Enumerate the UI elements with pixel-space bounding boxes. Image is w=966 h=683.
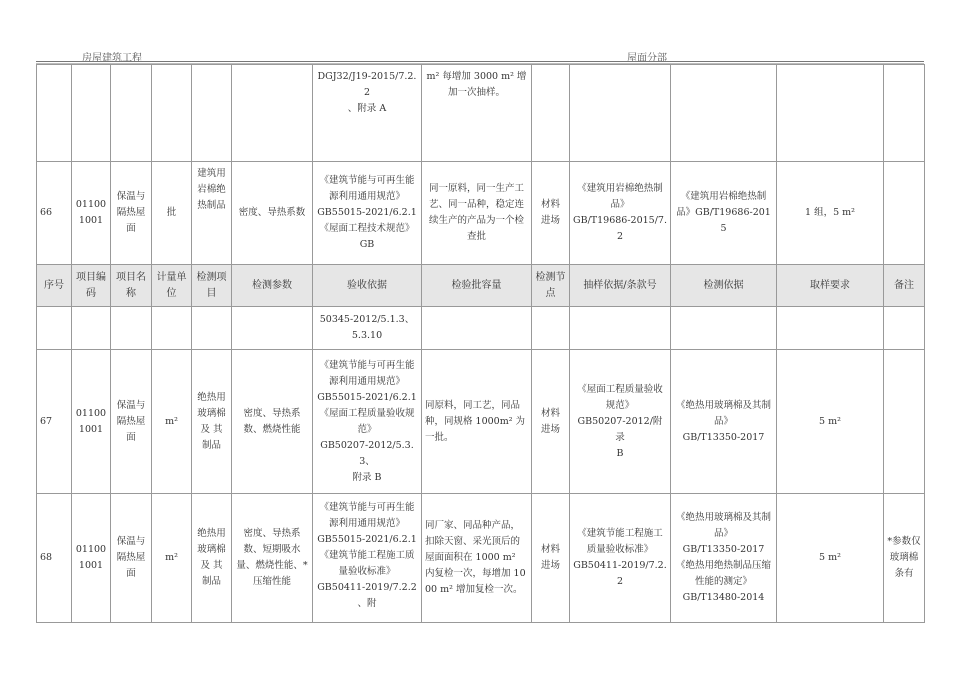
cell-empty [192,65,232,162]
basis-line: 量验收标准》 [338,566,396,577]
batch-line: 加一次抽样。 [447,87,505,98]
cell-empty [671,65,777,162]
cell-unit: 批 [152,162,192,265]
basis-line: 《建筑节能与可再生能 [319,359,415,371]
cell-code: 01100 1001 [72,494,111,623]
cell-empty [192,307,232,350]
cell-node: 材料 进场 [532,350,570,494]
basis-line: 5.3.10 [351,330,383,341]
header-division: 屋面分部 [627,53,667,64]
cell-empty [72,65,111,162]
cell-name: 保温与 隔热屋 面 [111,162,152,265]
cell-req: 5 m² [777,350,884,494]
cell-empty [570,307,671,350]
cell-params: 密度、导热系数、短期吸水量、燃烧性能、*压缩性能 [232,494,313,623]
basis-line: 范》 [357,423,377,435]
cell-empty [72,307,111,350]
cell-note: *参数仅 玻璃棉 条有 [884,494,925,623]
basis-line: GB50411-2019/7.2.2 、附 [317,582,417,609]
cell-no: 66 [37,162,72,265]
column-header: 检测依据 [671,265,777,307]
cell-sampling [570,350,671,494]
header-divider [36,61,924,62]
cell-empty [152,307,192,350]
method-line: 品》 [713,528,733,539]
cell-batch [422,65,532,162]
method-line: 品》 [713,415,733,427]
cell-params: 密度、导热系数 [232,162,313,265]
basis-line: 源利用通用规范》 [328,191,405,202]
basis-line: 50345-2012/5.1.3、 [319,314,415,325]
basis-line: GB55015-2021/6.2.1 [317,534,417,545]
sampling-line: 《屋面工程质量验收 [577,383,663,395]
sampling-line: GB/T19686-2015/7. [573,215,667,226]
batch-line: m² 每增加 3000 m² 增 [426,71,527,82]
cell-item: 绝热用 玻璃棉 及 其 制品 [192,494,232,623]
cell-batch: 同原料，同工艺，同品种，同规格 1000m² 为一批。 [422,350,532,494]
cell-empty [532,65,570,162]
cell-empty [884,307,925,350]
basis-line: 、附录 A [347,103,387,114]
sampling-line: 规范》 [605,399,635,411]
cell-empty [111,307,152,350]
cell-empty [570,65,671,162]
method-line: 性能的测定》 [694,576,752,587]
column-header: 项目名称 [111,265,152,307]
inspection-table [36,64,925,623]
column-header: 检验批容量 [422,265,532,307]
sampling-line: GB50207-2012/附录 [577,415,663,443]
column-header: 检测项目 [192,265,232,307]
cell-empty [777,307,884,350]
header-project: 房屋建筑工程 [82,53,142,64]
basis-line: DGJ32/J19-2015/7.2.2 [317,71,417,98]
cell-empty [671,307,777,350]
column-header: 计量单位 [152,265,192,307]
table-row [37,65,925,162]
cell-method: 《建筑用岩棉绝热制品》GB/T19686-2015 [671,162,777,265]
column-header: 检测参数 [232,265,313,307]
cell-empty [152,65,192,162]
cell-empty [37,307,72,350]
cell-basis [313,162,422,265]
cell-batch: 同一原料，同一生产工艺、同一品种，稳定连续生产的产品为一个检查批 [422,162,532,265]
method-line: 《绝热用玻璃棉及其制 [675,399,771,411]
cell-name: 保温与 隔热屋 面 [111,350,152,494]
cell-item: 绝热用 玻璃棉 及 其 制品 [192,350,232,494]
cell-sampling [570,162,671,265]
cell-note [884,350,925,494]
cell-batch: 同厂家、同品种产品，扣除天窗、采光顶后的屋面面积在 1000 m² 内复检一次，每增加 1000 m² 增加复检一次。 [422,494,532,623]
sampling-line: 品》 [610,199,630,210]
table-header-row [37,265,925,307]
basis-line: GB [359,239,375,250]
cell-no: 68 [37,494,72,623]
basis-line: 附录 B [352,471,382,483]
column-header: 取样要求 [777,265,884,307]
cell-empty [37,65,72,162]
cell-item: 建筑用 岩棉绝 热制品 [192,162,232,265]
cell-name: 保温与 隔热屋 面 [111,494,152,623]
basis-line: 《建筑节能工程施工质 [319,550,415,561]
basis-line: GB50207-2012/5.3.3、 [320,439,414,467]
basis-line: 《建筑节能与可再生能 [319,175,415,186]
column-header: 抽样依据/条款号 [570,265,671,307]
cell-unit: m² [152,350,192,494]
method-line: 《绝热用玻璃棉及其制 [675,512,771,523]
cell-node: 材料 进场 [532,162,570,265]
basis-line: 《屋面工程质量验收规 [319,407,415,419]
column-header: 序号 [37,265,72,307]
sampling-line: 质量验收标准》 [586,544,654,555]
cell-basis [313,65,422,162]
cell-code: 01100 1001 [72,162,111,265]
column-header: 备注 [884,265,925,307]
sampling-line: 《建筑用岩棉绝热制 [577,183,663,194]
cell-unit: m² [152,494,192,623]
basis-line: 《建筑节能与可再生能 [319,502,415,513]
method-line: 《绝热用绝热制品压缩 [675,560,771,571]
sampling-line: 2 [616,231,624,242]
cell-empty [422,307,532,350]
cell-empty [884,65,925,162]
cell-basis [313,494,422,623]
cell-sampling [570,494,671,623]
basis-line: 《屋面工程技术规范》 [319,223,415,234]
cell-empty [777,65,884,162]
table-row [37,162,925,265]
cell-method [671,494,777,623]
basis-line: 源利用通用规范》 [328,518,405,529]
basis-line: GB55015-2021/6.2.1 [317,391,417,403]
cell-empty [532,307,570,350]
sampling-line: GB50411-2019/7.2. 2 [573,560,667,587]
basis-line: GB55015-2021/6.2.1 [317,207,417,218]
table-row [37,494,925,623]
column-header: 验收依据 [313,265,422,307]
method-line: GB/T13350-2017 [682,544,765,555]
cell-no: 67 [37,350,72,494]
cell-empty [111,65,152,162]
sampling-line: 《建筑节能工程施工 [577,528,663,539]
cell-req: 1 组，5 m² [777,162,884,265]
cell-note [884,162,925,265]
sampling-line: B [616,447,624,459]
cell-empty [232,307,313,350]
cell-empty [232,65,313,162]
column-header: 项目编码 [72,265,111,307]
basis-line: 源利用通用规范》 [328,375,405,387]
cell-method [671,350,777,494]
cell-node: 材料 进场 [532,494,570,623]
cell-params: 密度、导热系数、燃烧性能 [232,350,313,494]
cell-basis [313,350,422,494]
column-header: 检测节点 [532,265,570,307]
cell-basis [313,307,422,350]
table-row [37,350,925,494]
method-line: GB/T13350-2017 [682,431,765,443]
method-line: GB/T13480-2014 [682,592,765,603]
table-row [37,307,925,350]
cell-code: 01100 1001 [72,350,111,494]
cell-req: 5 m² [777,494,884,623]
